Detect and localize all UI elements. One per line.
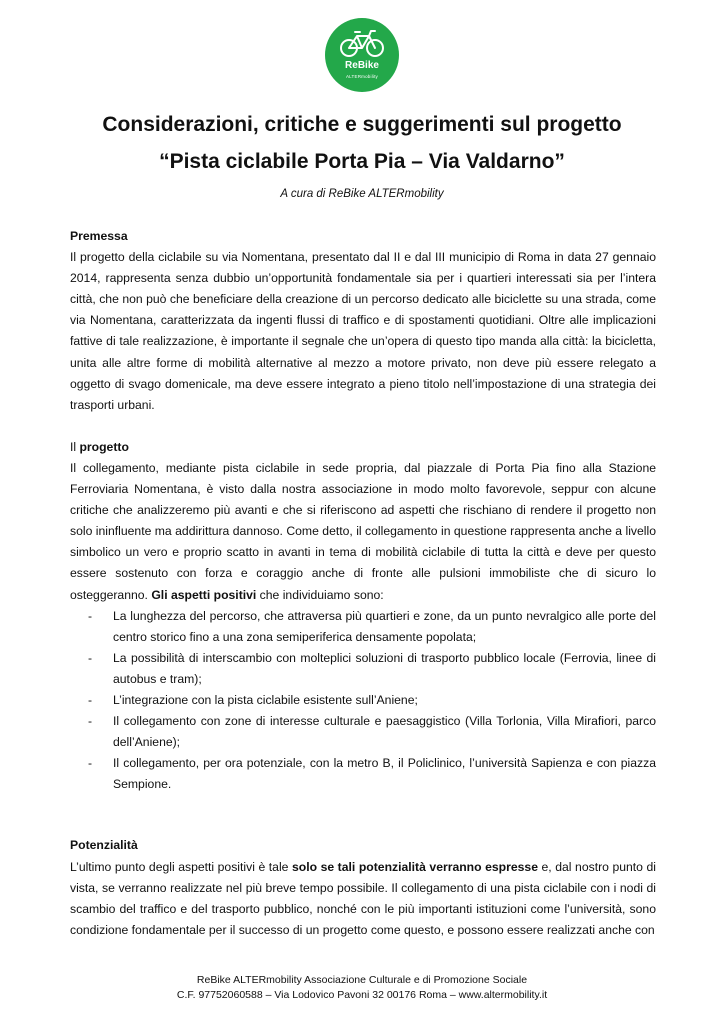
heading-prefix: Il [70, 439, 80, 454]
dash-bullet: - [88, 714, 93, 729]
dash-bullet: - [88, 608, 93, 623]
footer-line2: C.F. 97752060588 – Via Lodovico Pavoni 32 00176 Roma – www.altermobility.it [176, 989, 548, 1001]
section-heading-progetto [70, 437, 656, 458]
footer-line1: ReBike ALTERmobility Associazione Culturale e di Promozione Sociale [196, 974, 528, 986]
list-item [70, 711, 656, 753]
dash-bullet: - [88, 756, 93, 771]
logo-subtext: ALTERmobility [345, 74, 379, 79]
list-item-text: La lunghezza del percorso, che attraversa più quartieri e zone, da un punto nevralgico alle porte del centro storico fino a una zona semiperiferica densamente popolata; [113, 608, 656, 644]
document-subtitle: A cura di ReBike ALTERmobility [280, 188, 444, 200]
list-item [70, 648, 656, 690]
positive-aspects-list [70, 606, 656, 796]
rebike-logo [325, 18, 399, 92]
list-item-text: La possibilità di interscambio con molteplici soluzioni di trasporto pubblico locale (Ferrovia, linee di autobus e tram); [113, 650, 656, 686]
list-item-text: L’integrazione con la pista ciclabile esistente sull’Aniene; [113, 692, 418, 707]
dash-bullet: - [88, 692, 93, 707]
document-title-line2: “Pista ciclabile Porta Pia – Via Valdarno” [159, 150, 565, 173]
logo-brand: ReBike [345, 60, 379, 71]
potenzialita-text-start: L’ultimo punto degli aspetti positivi è tale [70, 859, 292, 874]
section-heading-premessa: Premessa [70, 229, 128, 243]
page-footer [0, 973, 724, 1003]
potenzialita-emphasis: solo se tali potenzialità verranno espresse [291, 859, 538, 874]
document-title-line1: Considerazioni, critiche e suggerimenti sul progetto [102, 113, 622, 136]
potenzialita-text-end: e, dal nostro punto di vista, se verranno realizzate nel più breve tempo possibile. Il collegamento di una pista ciclabile con i nodi di scambio del traffico e del trasporto pubblico, nonché con le più importanti istituzioni come l’università, sono condizione fondamentale per il successo di un progetto come questo, e possono essere realizzati anche con [70, 859, 656, 937]
section-heading-potenzialita: Potenzialità [70, 838, 138, 853]
list-item [70, 690, 656, 711]
dash-bullet: - [88, 650, 93, 665]
list-item [70, 606, 656, 648]
positive-aspects-label: Gli aspetti positivi [151, 587, 257, 602]
positive-aspects-tail: che individuiamo sono: [256, 587, 384, 602]
document-body [70, 226, 656, 941]
list-item [70, 753, 656, 795]
paragraph-progetto [70, 458, 656, 606]
list-item-text: Il collegamento, per ora potenziale, con la metro B, il Policlinico, l’università Sapienza e con piazza Sempione. [113, 756, 656, 792]
paragraph-potenzialita [70, 857, 656, 941]
bicycle-icon [325, 18, 399, 92]
progetto-text: Il collegamento, mediante pista ciclabile in sede propria, dal piazzale di Porta Pia fino alla Stazione Ferroviaria Nomentana, è visto dalla nostra associazione in modo molto favorevole, seppur con alcune critiche che analizzeremo più avanti e che si riferiscono ad aspetti che rischiano di rendere il progetto non solo ininfluente ma addirittura dannoso. Come detto, il collegamento in questione rappresenta anche a livello simbolico un vero e proprio scatto in avanti in tema di mobilità ciclabile di tutta la città e deve per questo essere sostenuto con forza e coraggio anche di fronte alle pulsioni immobiliste che di sicuro lo osteggeranno. [70, 460, 656, 602]
heading-label: progetto [79, 439, 129, 454]
list-item-text: Il collegamento con zone di interesse culturale e paesaggistico (Villa Torlonia, Villa Mirafiori, parco dell’Aniene); [113, 714, 656, 750]
paragraph-premessa: Il progetto della ciclabile su via Nomentana, presentato dal II e dal III municipio di Roma in data 27 gennaio 2014, rappresenta senza dubbio un’opportunità fondamentale sia per i quartieri interessati sia per l’intera città, che non può che beneficiare della creazione di un percorso dedicato alle biciclette su una strada, come via Nomentana, caratterizzata da ingenti flussi di traffico e di spostamenti quotidiani. Oltre alle implicazioni fattive di tale realizzazione, è importante il segnale che un’opera di questo tipo manda alla città: la bicicletta, unita alle altre forme di mobilità alternative al mezzo a motore privato, non deve più essere relegato a oggetto di svago domenicale, ma deve essere integrato a pieno titolo nell’impostazione di una strategia dei trasporti urbani. [70, 250, 656, 412]
